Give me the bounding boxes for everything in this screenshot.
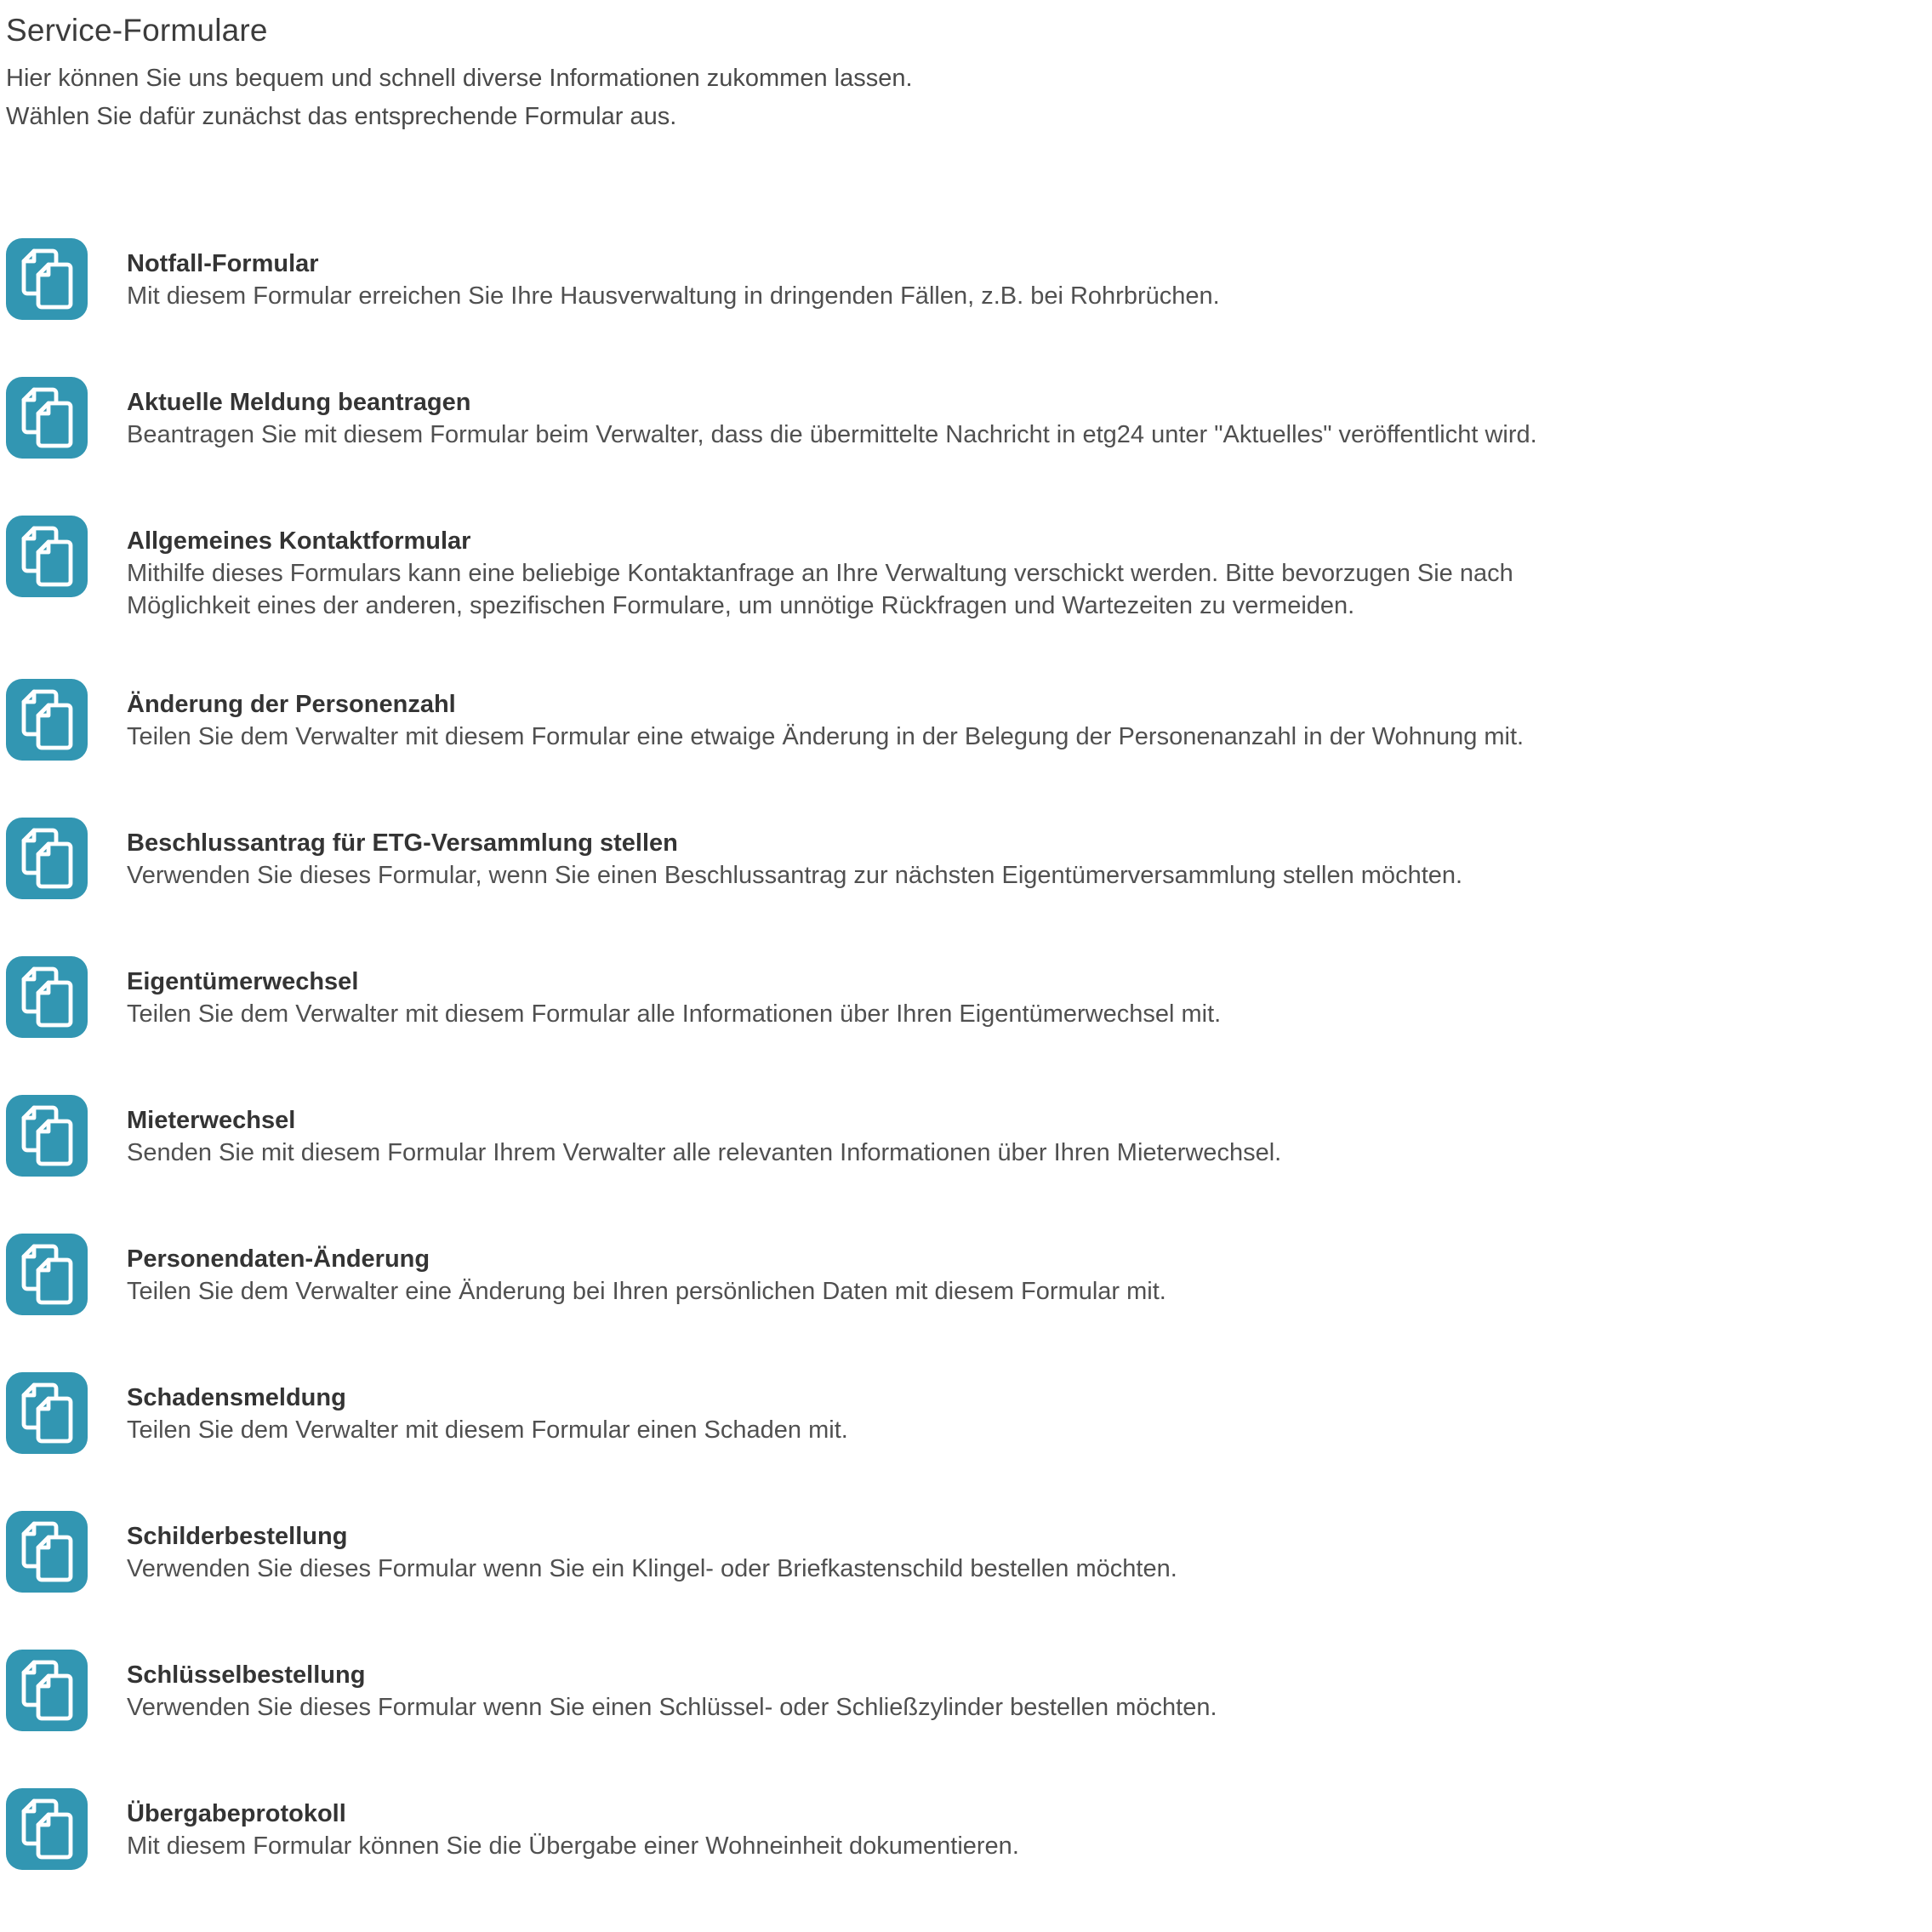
form-description: Teilen Sie dem Verwalter eine Änderung bei Ihren persönlichen Daten mit diesem Formular mit. — [127, 1278, 1166, 1305]
form-description: Verwenden Sie dieses Formular wenn Sie einen Schlüssel- oder Schließzylinder bestellen möchten. — [127, 1694, 1217, 1721]
form-icon-tile — [6, 238, 88, 320]
form-text-block — [127, 238, 1220, 312]
form-list-item[interactable] — [6, 516, 1918, 622]
form-list-item[interactable] — [6, 377, 1918, 459]
copy-pages-icon — [6, 516, 88, 597]
copy-pages-icon — [6, 1650, 88, 1731]
copy-pages-icon — [6, 818, 88, 899]
copy-pages-icon — [6, 238, 88, 320]
form-list-item[interactable] — [6, 818, 1918, 899]
form-title: Allgemeines Kontaktformular — [127, 527, 471, 555]
form-text-block — [127, 818, 1462, 892]
form-description: Verwenden Sie dieses Formular wenn Sie ein Klingel- oder Briefkastenschild bestellen möchten. — [127, 1555, 1177, 1582]
form-list-item[interactable] — [6, 1511, 1918, 1593]
intro-line-2: Wählen Sie dafür zunächst das entsprechende Formular aus. — [6, 103, 677, 130]
form-list — [6, 238, 1918, 1870]
form-description: Mithilfe dieses Formulars kann eine beliebige Kontaktanfrage an Ihre Verwaltung verschickt werden. Bitte bevorzugen Sie nach Möglichkeit eines der anderen, spezifischen Formulare, um unnötige Rückfragen und Wartezeiten zu vermeiden. — [127, 560, 1513, 619]
form-text-block — [127, 956, 1221, 1030]
form-description: Beantragen Sie mit diesem Formular beim Verwalter, dass die übermittelte Nachricht in etg24 unter "Aktuelles" veröffentlicht wird. — [127, 421, 1537, 448]
form-list-item[interactable] — [6, 1788, 1918, 1870]
form-text-block — [127, 1511, 1177, 1585]
page-title: Service-Formulare — [6, 13, 268, 48]
form-description: Senden Sie mit diesem Formular Ihrem Verwalter alle relevanten Informationen über Ihren Mieterwechsel. — [127, 1139, 1282, 1166]
form-list-item[interactable] — [6, 1095, 1918, 1177]
form-title: Schadensmeldung — [127, 1384, 346, 1411]
copy-pages-icon — [6, 1095, 88, 1177]
form-list-item[interactable] — [6, 1650, 1918, 1731]
form-icon-tile — [6, 1234, 88, 1315]
form-text-block — [127, 516, 1599, 622]
form-title: Eigentümerwechsel — [127, 968, 359, 995]
form-title: Schilderbestellung — [127, 1523, 348, 1550]
form-list-item[interactable] — [6, 956, 1918, 1038]
form-icon-tile — [6, 956, 88, 1038]
form-title: Aktuelle Meldung beantragen — [127, 389, 471, 416]
copy-pages-icon — [6, 377, 88, 459]
form-text-block — [127, 1788, 1019, 1862]
copy-pages-icon — [6, 1234, 88, 1315]
form-text-block — [127, 1234, 1166, 1308]
form-description: Mit diesem Formular erreichen Sie Ihre Hausverwaltung in dringenden Fällen, z.B. bei Rohrbrüchen. — [127, 282, 1220, 310]
form-icon-tile — [6, 1372, 88, 1454]
form-icon-tile — [6, 818, 88, 899]
form-description: Teilen Sie dem Verwalter mit diesem Formular eine etwaige Änderung in der Belegung der Personenanzahl in der Wohnung mit. — [127, 723, 1525, 750]
form-title: Beschlussantrag für ETG-Versammlung stellen — [127, 829, 678, 857]
form-list-item[interactable] — [6, 1372, 1918, 1454]
form-title: Schlüsselbestellung — [127, 1661, 366, 1689]
form-list-item[interactable] — [6, 1234, 1918, 1315]
form-description: Teilen Sie dem Verwalter mit diesem Formular einen Schaden mit. — [127, 1416, 848, 1444]
form-text-block — [127, 1650, 1217, 1724]
form-title: Änderung der Personenzahl — [127, 691, 456, 718]
copy-pages-icon — [6, 956, 88, 1038]
form-text-block — [127, 1095, 1281, 1169]
copy-pages-icon — [6, 1788, 88, 1870]
form-description: Mit diesem Formular können Sie die Übergabe einer Wohneinheit dokumentieren. — [127, 1832, 1019, 1860]
form-list-item[interactable] — [6, 679, 1918, 761]
form-icon-tile — [6, 377, 88, 459]
copy-pages-icon — [6, 679, 88, 761]
form-icon-tile — [6, 516, 88, 597]
copy-pages-icon — [6, 1372, 88, 1454]
form-title: Mieterwechsel — [127, 1107, 296, 1134]
form-text-block — [127, 377, 1537, 451]
form-text-block — [127, 679, 1524, 753]
form-icon-tile — [6, 679, 88, 761]
form-description: Verwenden Sie dieses Formular, wenn Sie einen Beschlussantrag zur nächsten Eigentümerversammlung stellen möchten. — [127, 862, 1463, 889]
intro-line-1: Hier können Sie uns bequem und schnell diverse Informationen zukommen lassen. — [6, 65, 913, 92]
form-title: Notfall-Formular — [127, 250, 319, 277]
form-list-item[interactable] — [6, 238, 1918, 320]
form-icon-tile — [6, 1095, 88, 1177]
copy-pages-icon — [6, 1511, 88, 1593]
form-icon-tile — [6, 1650, 88, 1731]
form-title: Übergabeprotokoll — [127, 1800, 346, 1827]
form-icon-tile — [6, 1511, 88, 1593]
form-icon-tile — [6, 1788, 88, 1870]
form-description: Teilen Sie dem Verwalter mit diesem Formular alle Informationen über Ihren Eigentümerwechsel mit. — [127, 1000, 1222, 1028]
form-text-block — [127, 1372, 848, 1446]
form-title: Personendaten-Änderung — [127, 1245, 430, 1273]
